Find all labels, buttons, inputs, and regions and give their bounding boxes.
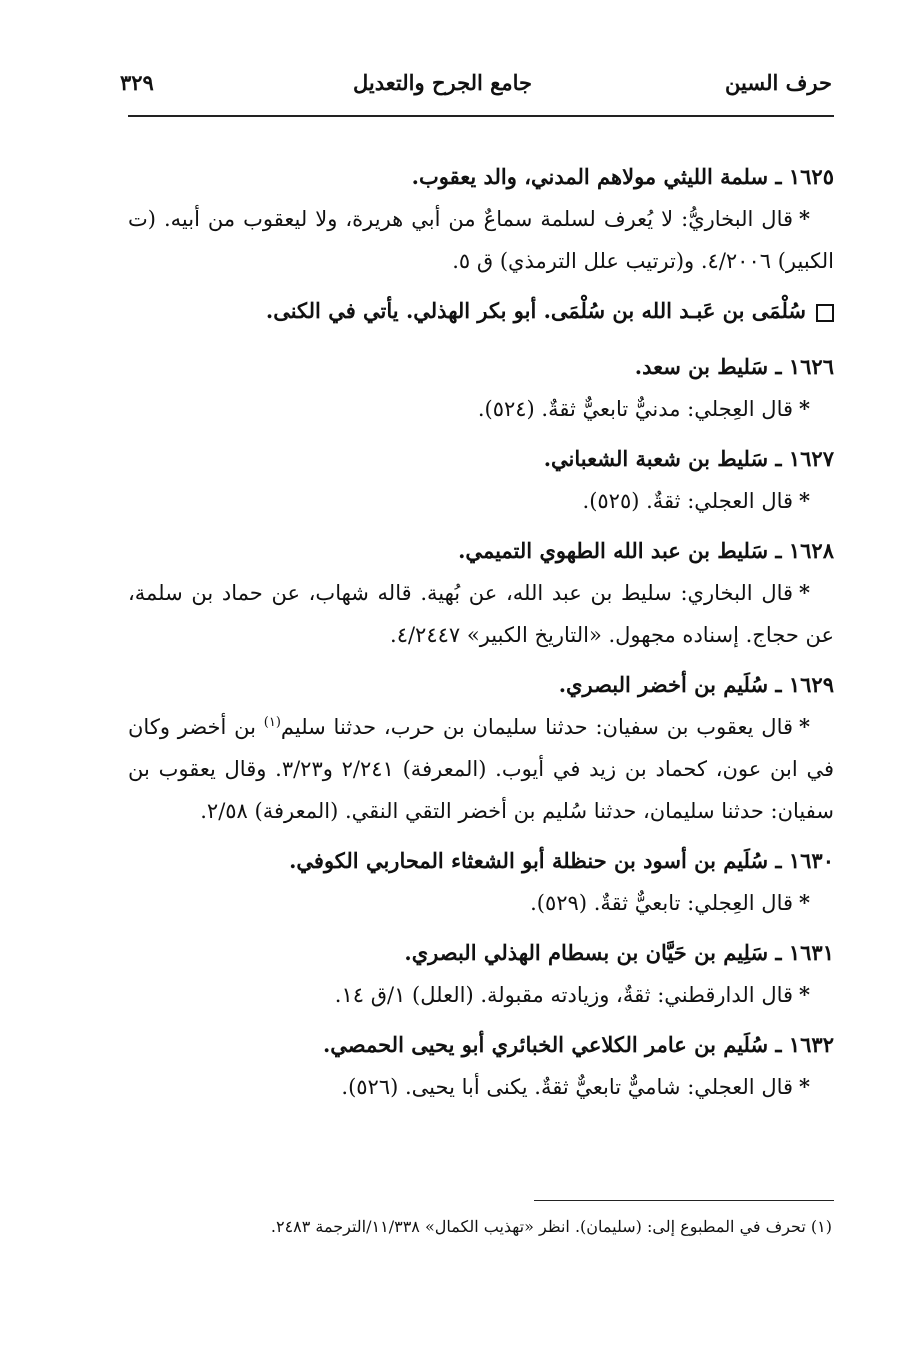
star-bullet-icon: * [799,714,810,739]
entry-title: ١٦٣٢ ـ سُلَيم بن عامر الكلاعي الخبائري أبو يحيى الحمصي. [322,1032,834,1057]
entry-title: ١٦٢٨ ـ سَليط بن عبد الله الطهوي التميمي. [458,538,834,563]
entry-title: ١٦٢٦ ـ سَليط بن سعد. [634,354,834,379]
entry-1629 [128,664,834,832]
entry-body [128,198,834,282]
entry-1628 [128,530,834,656]
entry-body [128,572,834,656]
entry-title: ١٦٣١ ـ سَلِيم بن حَيَّان بن بسطام الهذلي البصري. [404,940,834,965]
entry-1626 [128,346,834,430]
entry-body [128,388,834,430]
cross-reference-text: سُلْمَى بن عَبـد الله بن سُلْمَى. أبو بكر الهذلي. يأتي في الكنى. [265,298,806,323]
entry-1625 [128,156,834,282]
header-rule [128,115,834,117]
page-number: ٣٢٩ [120,70,154,95]
square-bullet-icon [816,304,834,322]
entry-text-continued: بن أخضر وكان في ابن عون، كحماد بن زيد في أيوب. (المعرفة) ٢/٢٤١ و٣/٢٣. وقال يعقوب بن سفيان: حدثنا سليمان، حدثنا سُليم بن أخضر التقي النقي. (المعرفة) ٢/٥٨. [128,715,834,823]
entry-title: ١٦٣٠ ـ سُلَيم بن أسود بن حنظلة أبو الشعثاء المحاربي الكوفي. [289,848,834,873]
footnote: (١) تحرف في المطبوع إلى: (سليمان). انظر «تهذيب الكمال» ١١/٣٣٨/الترجمة ٢٤٨٣. [270,1217,832,1236]
entry-1631 [128,932,834,1016]
star-bullet-icon: * [799,206,810,231]
entries-list [128,156,834,1116]
entry-title: ١٦٢٩ ـ سُلَيم بن أخضر البصري. [558,672,834,697]
footnote-marker: (١) [263,715,281,730]
entry-title: ١٦٢٧ ـ سَليط بن شعبة الشعباني. [543,446,834,471]
entry-text: قال الدارقطني: ثقةٌ، وزيادته مقبولة. (العلل) ١/ق ١٤. [334,983,794,1007]
entry-text: قال العجلي: ثقةٌ. (٥٢٥). [582,489,794,513]
star-bullet-icon: * [799,396,810,421]
footnote-rule [534,1200,834,1201]
star-bullet-icon: * [799,580,810,605]
section-heading: حرف السين [725,70,832,95]
entry-body [128,974,834,1016]
book-title: جامع الجرح والتعديل [353,70,532,95]
entry-text: قال البخاريُّ: لا يُعرف لسلمة سماعٌ من أبي هريرة، ولا ليعقوب من أبيه. (ت الكبير) ٤/٢٠٠٦. و(ترتيب علل الترمذي) ق ٥. [128,207,834,273]
cross-reference [128,290,834,332]
entry-text: قال يعقوب بن سفيان: حدثنا سليمان بن حرب، حدثنا سليم [280,715,794,739]
entry-text: قال العِجلي: مدنيٌّ تابعيٌّ ثقةٌ. (٥٢٤). [477,397,794,421]
entry-text: قال البخاري: سليط بن عبد الله، عن بُهية. قاله شهاب، عن حماد بن سلمة، عن حجاج. إسناده مجهول. «التاريخ الكبير» ٤/٢٤٤٧. [128,581,834,647]
star-bullet-icon: * [799,1074,810,1099]
star-bullet-icon: * [799,488,810,513]
entry-text: قال العِجلي: تابعيٌّ ثقةٌ. (٥٢٩). [530,891,794,915]
running-header [120,66,832,108]
entry-body [128,882,834,924]
entry-body [128,706,834,832]
entry-1627 [128,438,834,522]
entry-body [128,1066,834,1108]
entry-title: ١٦٢٥ ـ سلمة الليثي مولاهم المدني، والد يعقوب. [411,164,834,189]
entry-body [128,480,834,522]
entry-1632 [128,1024,834,1108]
entry-1630 [128,840,834,924]
entry-text: قال العجلي: شاميٌّ تابعيٌّ ثقةٌ. يكنى أبا يحيى. (٥٢٦). [341,1075,794,1099]
star-bullet-icon: * [799,982,810,1007]
star-bullet-icon: * [799,890,810,915]
